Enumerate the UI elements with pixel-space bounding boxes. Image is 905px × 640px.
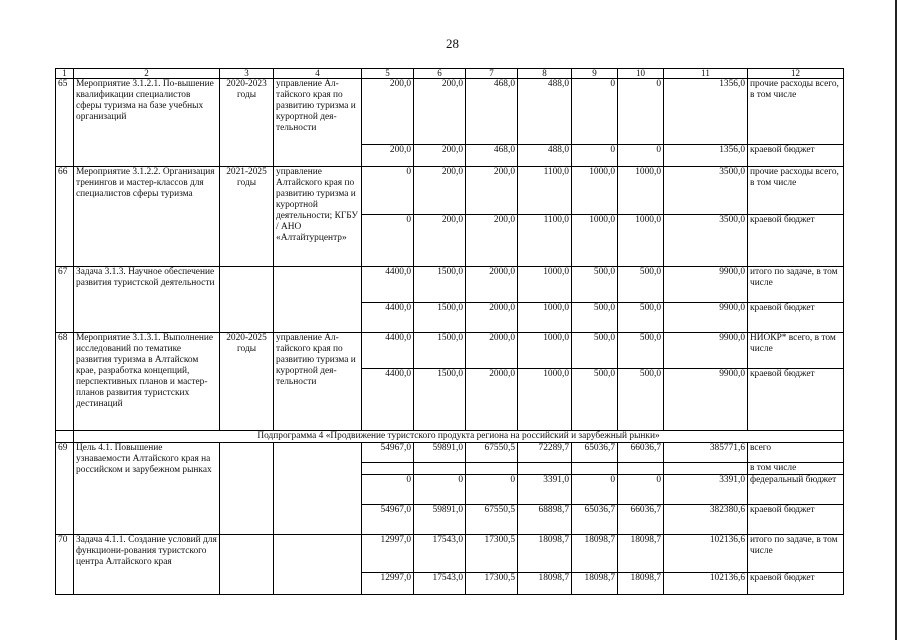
value-cell: 66036,7 [618, 505, 664, 535]
value-cell: 500,0 [572, 267, 618, 303]
value-cell: 0 [362, 215, 414, 267]
value-cell: 488,0 [518, 79, 572, 145]
value-cell: 1100,0 [518, 215, 572, 267]
value-cell: 0 [618, 79, 664, 145]
period: 2021-2025 годы [220, 167, 274, 267]
value-cell: 0 [362, 475, 414, 505]
value-cell: 2000,0 [466, 333, 518, 369]
total-cell: 102136,6 [664, 535, 748, 573]
value-cell: 67550,5 [466, 505, 518, 535]
value-cell: 1500,0 [414, 333, 466, 369]
funding-source: прочие расходы всего, в том числе [748, 79, 844, 145]
value-cell: 1000,0 [518, 303, 572, 333]
header-cell: 4 [274, 69, 362, 79]
funding-source: итого по задаче, в том числе [748, 535, 844, 573]
task-name: Задача 4.1.1. Создание условий для функциони-рования туристского центра Алтайского края [74, 535, 220, 595]
period: 2020-2025 годы [220, 333, 274, 431]
value-cell: 54967,0 [362, 443, 414, 463]
value-cell: 18098,7 [572, 573, 618, 595]
value-cell: 0 [466, 475, 518, 505]
header-cell: 7 [466, 69, 518, 79]
header-cell: 12 [748, 69, 844, 79]
period [220, 443, 274, 535]
header-cell: 11 [664, 69, 748, 79]
funding-source: краевой бюджет [748, 303, 844, 333]
value-cell: 67550,5 [466, 443, 518, 463]
value-cell: 12997,0 [362, 573, 414, 595]
value-cell: 200,0 [414, 145, 466, 167]
subprogram-row [56, 431, 844, 443]
value-cell: 0 [572, 145, 618, 167]
value-cell: 18098,7 [618, 573, 664, 595]
value-cell: 200,0 [414, 215, 466, 267]
executor [274, 535, 362, 595]
value-cell: 1000,0 [518, 333, 572, 369]
value-cell: 1000,0 [572, 215, 618, 267]
header-cell: 3 [220, 69, 274, 79]
value-cell: 200,0 [362, 145, 414, 167]
total-cell: 9900,0 [664, 369, 748, 431]
table-row [56, 443, 844, 463]
value-cell: 18098,7 [618, 535, 664, 573]
header-cell: 1 [56, 69, 74, 79]
value-cell: 0 [362, 167, 414, 215]
table-row [56, 79, 844, 145]
executor: управление Ал-тайского края по развитию туризма и курортной дея-тельности [274, 79, 362, 167]
funding-note: в том числе [748, 463, 844, 475]
value-cell: 500,0 [572, 333, 618, 369]
row-number: 68 [56, 333, 74, 431]
value-cell: 54967,0 [362, 505, 414, 535]
value-cell: 468,0 [466, 145, 518, 167]
header-cell: 8 [518, 69, 572, 79]
funding-source: НИОКР* всего, в том числе [748, 333, 844, 369]
value-cell: 500,0 [618, 267, 664, 303]
value-cell [572, 463, 618, 475]
table-row [56, 167, 844, 215]
total-cell: 1356,0 [664, 145, 748, 167]
value-cell: 65036,7 [572, 505, 618, 535]
value-cell: 1000,0 [518, 267, 572, 303]
value-cell: 3391,0 [518, 475, 572, 505]
value-cell: 18098,7 [518, 573, 572, 595]
value-cell: 0 [572, 475, 618, 505]
value-cell: 0 [618, 475, 664, 505]
total-cell: 3500,0 [664, 215, 748, 267]
table-row [56, 267, 844, 303]
value-cell: 0 [618, 145, 664, 167]
value-cell: 468,0 [466, 79, 518, 145]
measure-name: Мероприятие 3.1.2.1. По-вышение квалификации специалистов сферы туризма на базе учебных организаций [74, 79, 220, 167]
value-cell: 17300,5 [466, 573, 518, 595]
value-cell: 2000,0 [466, 267, 518, 303]
total-cell [664, 463, 748, 475]
total-cell: 382380,6 [664, 505, 748, 535]
value-cell: 2000,0 [466, 303, 518, 333]
total-cell: 1356,0 [664, 79, 748, 145]
value-cell: 12997,0 [362, 535, 414, 573]
value-cell: 17543,0 [414, 573, 466, 595]
value-cell: 500,0 [572, 303, 618, 333]
value-cell: 200,0 [414, 167, 466, 215]
value-cell [618, 463, 664, 475]
program-table [55, 68, 844, 595]
value-cell: 4400,0 [362, 369, 414, 431]
value-cell: 1000,0 [618, 215, 664, 267]
value-cell: 1500,0 [414, 303, 466, 333]
value-cell: 59891,0 [414, 505, 466, 535]
total-cell: 3500,0 [664, 167, 748, 215]
value-cell: 200,0 [466, 167, 518, 215]
value-cell: 4400,0 [362, 267, 414, 303]
value-cell [414, 463, 466, 475]
period [220, 535, 274, 595]
table-row [56, 333, 844, 369]
value-cell: 59891,0 [414, 443, 466, 463]
value-cell: 500,0 [618, 303, 664, 333]
funding-source: краевой бюджет [748, 215, 844, 267]
total-cell: 102136,6 [664, 573, 748, 595]
value-cell [466, 463, 518, 475]
header-cell: 6 [414, 69, 466, 79]
value-cell: 17543,0 [414, 535, 466, 573]
measure-name: Мероприятие 3.1.3.1. Выполнение исследований по тематике развития туризма в Алтайском крае, разработка концепций, перспективных планов и мастер-планов развития туристских дестинаций [74, 333, 220, 431]
executor [274, 267, 362, 333]
period [220, 267, 274, 333]
value-cell: 0 [572, 79, 618, 145]
table-row [56, 535, 844, 573]
value-cell: 500,0 [618, 369, 664, 431]
header-cell: 9 [572, 69, 618, 79]
total-cell: 9900,0 [664, 267, 748, 303]
value-cell [362, 463, 414, 475]
funding-source: итого по задаче, в том числе [748, 267, 844, 303]
value-cell: 1000,0 [618, 167, 664, 215]
funding-source: краевой бюджет [748, 145, 844, 167]
row-number: 66 [56, 167, 74, 267]
total-cell: 385771,6 [664, 443, 748, 463]
value-cell: 68898,7 [518, 505, 572, 535]
row-number: 69 [56, 443, 74, 535]
value-cell: 4400,0 [362, 303, 414, 333]
value-cell: 18098,7 [518, 535, 572, 573]
row-number: 67 [56, 267, 74, 333]
row-number [56, 431, 74, 443]
funding-source: федеральный бюджет [748, 475, 844, 505]
period: 2020-2023 годы [220, 79, 274, 167]
measure-name: Мероприятие 3.1.2.2. Организация тренингов и мастер-классов для специалистов сферы туризма [74, 167, 220, 267]
value-cell: 200,0 [414, 79, 466, 145]
header-row [56, 69, 844, 79]
funding-source: краевой бюджет [748, 505, 844, 535]
total-cell: 3391,0 [664, 475, 748, 505]
value-cell: 500,0 [572, 369, 618, 431]
executor: управление Ал-тайского края по развитию туризма и курортной дея-тельности [274, 333, 362, 431]
value-cell: 18098,7 [572, 535, 618, 573]
value-cell: 200,0 [466, 215, 518, 267]
value-cell: 1500,0 [414, 267, 466, 303]
header-cell: 5 [362, 69, 414, 79]
funding-source: всего [748, 443, 844, 463]
value-cell: 0 [414, 475, 466, 505]
total-cell: 9900,0 [664, 333, 748, 369]
goal-name: Цель 4.1. Повышение узнаваемости Алтайского края на российском и зарубежном рынках [74, 443, 220, 535]
value-cell: 4400,0 [362, 333, 414, 369]
value-cell: 1000,0 [572, 167, 618, 215]
value-cell: 2000,0 [466, 369, 518, 431]
value-cell [518, 463, 572, 475]
value-cell: 65036,7 [572, 443, 618, 463]
subprogram-title: Подпрограмма 4 «Продвижение туристского продукта региона на российский и зарубежный рынки» [74, 431, 844, 443]
page-number: 28 [446, 36, 459, 51]
executor: управление Алтайского края по развитию туризма и курортной деятельности; КГБУ / АНО «Алтайтурцентр» [274, 167, 362, 267]
value-cell: 1500,0 [414, 369, 466, 431]
row-number: 70 [56, 535, 74, 595]
funding-source: краевой бюджет [748, 369, 844, 431]
funding-source: краевой бюджет [748, 573, 844, 595]
row-number: 65 [56, 79, 74, 167]
value-cell: 66036,7 [618, 443, 664, 463]
header-cell: 2 [74, 69, 220, 79]
value-cell: 500,0 [618, 333, 664, 369]
value-cell: 1000,0 [518, 369, 572, 431]
value-cell: 72289,7 [518, 443, 572, 463]
header-cell: 10 [618, 69, 664, 79]
executor [274, 443, 362, 535]
funding-source: прочие расходы всего, в том числе [748, 167, 844, 215]
value-cell: 17300,5 [466, 535, 518, 573]
total-cell: 9900,0 [664, 303, 748, 333]
scan-edge-line [895, 0, 897, 640]
value-cell: 1100,0 [518, 167, 572, 215]
task-name: Задача 3.1.3. Научное обеспечение развития туристской деятельности [74, 267, 220, 333]
value-cell: 488,0 [518, 145, 572, 167]
value-cell: 200,0 [362, 79, 414, 145]
